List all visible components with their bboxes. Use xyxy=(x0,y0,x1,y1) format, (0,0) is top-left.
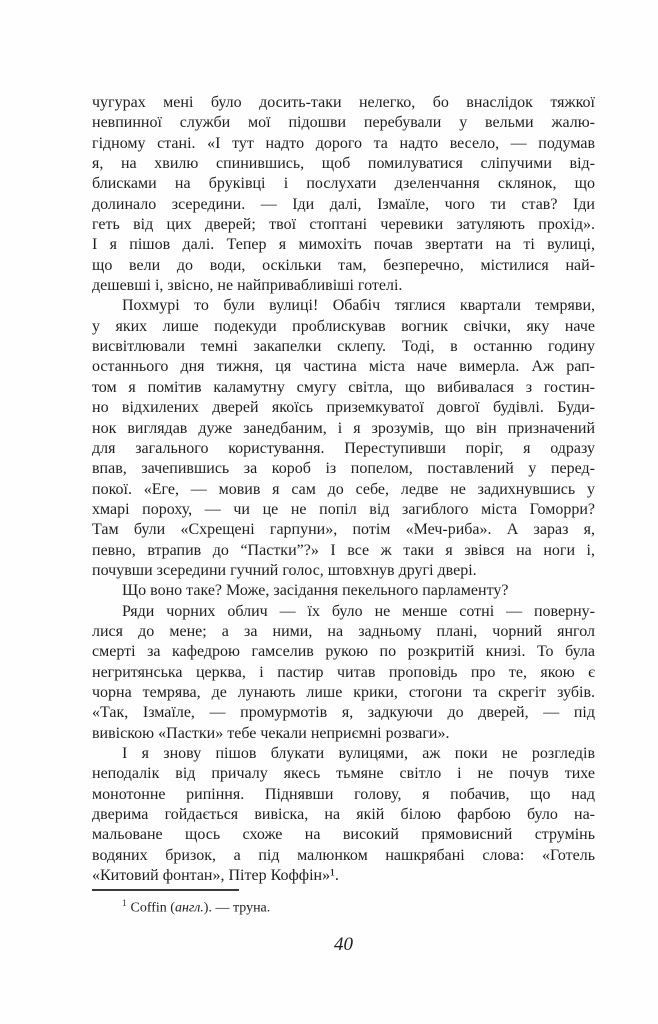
text-line: лися до мене; а за ними, на задньому плані, чорний янгол xyxy=(92,622,595,640)
text-line: І я пішов далі. Тепер я мимохіть почав звертати на ті вулиці, xyxy=(92,236,595,254)
text-line: дверима гойдається вивіска, на якій білою фарбою було на- xyxy=(92,806,595,824)
paragraph xyxy=(92,744,595,886)
text-line: смерті за кафедрою гамселив рукою по розкритій книзі. То була xyxy=(92,643,595,661)
text-line: Там були «Схрещені гарпуни», потім «Меч-риба». А зараз я, xyxy=(92,521,595,539)
footnote-term: Coffin ( xyxy=(130,901,175,917)
footnote-separator xyxy=(92,889,239,891)
text-line: чорна темрява, де лунають лише крики, стогони та скрегіт зубів. xyxy=(92,683,595,701)
text-line: «Так, Ізмаїле, — промурмотів я, задкуючи до дверей, — під xyxy=(92,704,595,722)
paragraph xyxy=(92,581,595,601)
text-line: «Китовий фонтан», Пітер Коффін»¹. xyxy=(92,867,339,885)
text-line: неподалік від причалу якесь тьмяне світло і не почув тихе xyxy=(92,765,595,783)
text-line: нок виглядав дуже занедбаним, і я зрозумів, що він призначений xyxy=(92,419,595,437)
text-line: мальоване щось схоже на високий прямовисний струмінь xyxy=(92,826,595,844)
text-line: певно, втрапив до “Пастки”?» І все ж таки я звівся на ноги і, xyxy=(92,541,595,559)
text-line: долинало зсередини. — Іди далі, Ізмаїле, чого ти став? Іди xyxy=(92,195,595,213)
text-line: но відхилених дверей якоїсь приземкуватої довгої будівлі. Буди- xyxy=(92,399,595,417)
paragraph xyxy=(92,93,595,296)
body-text xyxy=(92,93,595,955)
footnote-text xyxy=(92,894,595,918)
text-line: невпинної служби мої підошви перебували у вельми жалю- xyxy=(92,114,595,132)
footnote xyxy=(92,889,595,918)
text-line: Похмурі то були вулиці! Обабіч тяглися квартали темряви, xyxy=(122,297,595,315)
text-line: я, на хвилю спинившись, щоб помилуватися сліпучими від- xyxy=(92,155,595,173)
text-line: вивіскою «Пастки» тебе чекали неприємні розваги». xyxy=(92,724,450,742)
footnote-marker: 1 xyxy=(122,898,127,909)
footnote-language-label: англ. xyxy=(174,901,204,917)
paragraph xyxy=(92,602,595,744)
text-line: для загального користування. Переступивши поріг, я одразу xyxy=(92,439,595,457)
text-line: том я помітив каламутну смугу світла, що вибивалася з гостин- xyxy=(92,378,595,396)
text-line: почувши зсередини гучний голос, штовхнув другі двері. xyxy=(92,561,477,579)
text-line: останнього дня тижня, ця частина міста наче вимерла. Аж рап- xyxy=(92,358,595,376)
text-line: негритянська церква, і пастир читав проповідь про те, якою є xyxy=(92,663,595,681)
text-line: дешевші і, звісно, не найпривабливіші готелі. xyxy=(92,277,403,295)
text-line: хмарі пороху, — чи це не попіл від загиблого міста Гоморри? xyxy=(92,500,595,518)
text-line: Що воно таке? Може, засідання пекельного парламенту? xyxy=(122,582,509,600)
text-line: впав, зачепившись за короб із попелом, поставлений у перед- xyxy=(92,460,595,478)
footnote-definition: ). — труна. xyxy=(203,901,271,917)
text-line: Ряди чорних облич — їх було не менше сотні — поверну- xyxy=(122,602,595,620)
page-number: 40 xyxy=(334,934,353,956)
paragraph xyxy=(92,296,595,581)
text-line: у яких лише подекуди проблискував вогник свічки, яку наче xyxy=(92,317,595,335)
text-line: І я знову пішов блукати вулицями, аж поки не розгледів xyxy=(122,745,595,762)
text-line: блисками на бруківці і послухати дзеленчання склянок, що xyxy=(92,175,595,193)
text-line: водяних бризок, а під малюнком нашкрябані слова: «Готель xyxy=(92,846,595,864)
text-line: чугурах мені було досить-таки нелегко, бо внаслідок тяжкої xyxy=(92,94,595,111)
text-line: монотонне рипіння. Піднявши голову, я побачив, що над xyxy=(92,785,595,803)
text-line: висвітлювали темні закапелки склепу. Тоді, в останню годину xyxy=(92,338,595,356)
text-line: що вели до води, оскільки там, безперечно, містилися най- xyxy=(92,256,595,274)
text-line: гідному стані. «І тут надто дорого та надто весело, — подумав xyxy=(92,134,595,152)
text-line: геть від цих дверей; твої стоптані черевики затуляють прохід». xyxy=(92,216,595,234)
text-line: покої. «Еге, — мовив я сам до себе, ледве не задихнувшись у xyxy=(92,480,595,498)
